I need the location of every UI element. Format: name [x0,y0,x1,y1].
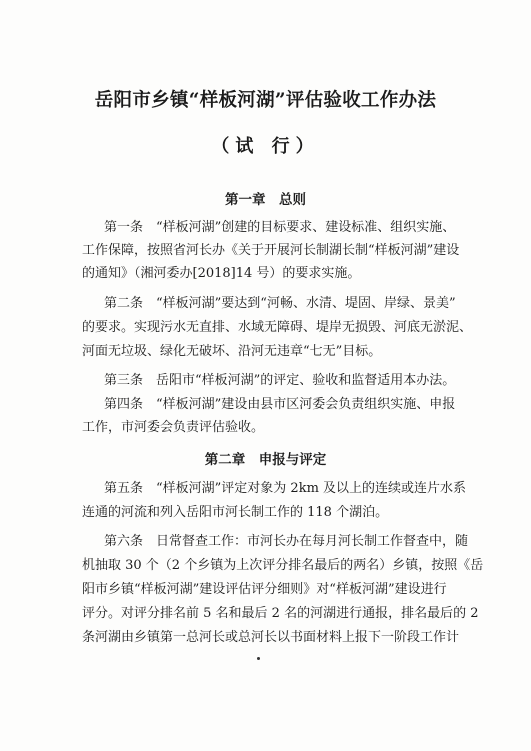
article-4-line-1: 第四条 “样板河湖”建设由县市区河委会负责组织实施、申报 [104,397,456,412]
document-title: 岳阳市乡镇“样板河湖”评估验收工作办法 [94,90,437,111]
article-2-line-1: 第二条 “样板河湖”要达到“河畅、水清、堤固、岸绿、景美” [104,296,456,311]
chapter-2-heading: 第二章 申报与评定 [204,452,327,468]
article-5-line-2: 连通的河流和列入岳阳市河长制工作的 118 个湖泊。 [82,505,389,520]
article-6-line-5: 条河湖由乡镇第一总河长或总河长以书面材料上报下一阶段工作计 [82,630,460,645]
article-1-line-2: 工作保障，按照省河长办《关于开展河长制湖长制“样板河湖”建设 [82,243,460,258]
article-6-line-2: 机抽取 30 个（2 个乡镇为上次评分排名最后的两名）乡镇，按照《岳 [82,558,484,573]
article-6-line-3: 阳市乡镇“样板河湖”建设评估评分细则》对“样板河湖”建设进行 [82,582,447,597]
article-6-line-1: 第六条 日常督查工作：市河长办在每月河长制工作督查中，随 [104,534,469,549]
document-subtitle: （试 行） [211,136,320,157]
article-5-line-1: 第五条 “样板河湖”评定对象为 2km 及以上的连续或连片水系 [104,481,467,496]
article-4-line-2: 工作，市河委会负责评估验收。 [82,420,265,435]
article-2-line-2: 的要求。实现污水无直排、水域无障碍、堤岸无损毁、河底无淤泥、 [82,320,473,335]
article-1-line-3: 的通知》（湘河委办[2018]14 号）的要求实施。 [82,266,361,281]
article-2-line-3: 河面无垃圾、绿化无破坏、沿河无违章“七无”目标。 [82,344,382,359]
article-6-line-4: 评分。对评分排名前 5 名和最后 2 名的河湖进行通报，排名最后的 2 [82,606,479,621]
chapter-1-heading: 第一章 总则 [225,192,306,208]
page-mark [257,657,260,660]
article-3-line-1: 第三条 岳阳市“样板河湖”的评定、验收和监督适用本办法。 [104,373,456,388]
article-1-line-1: 第一条 “样板河湖”创建的目标要求、建设标准、组织实施、 [104,220,456,235]
